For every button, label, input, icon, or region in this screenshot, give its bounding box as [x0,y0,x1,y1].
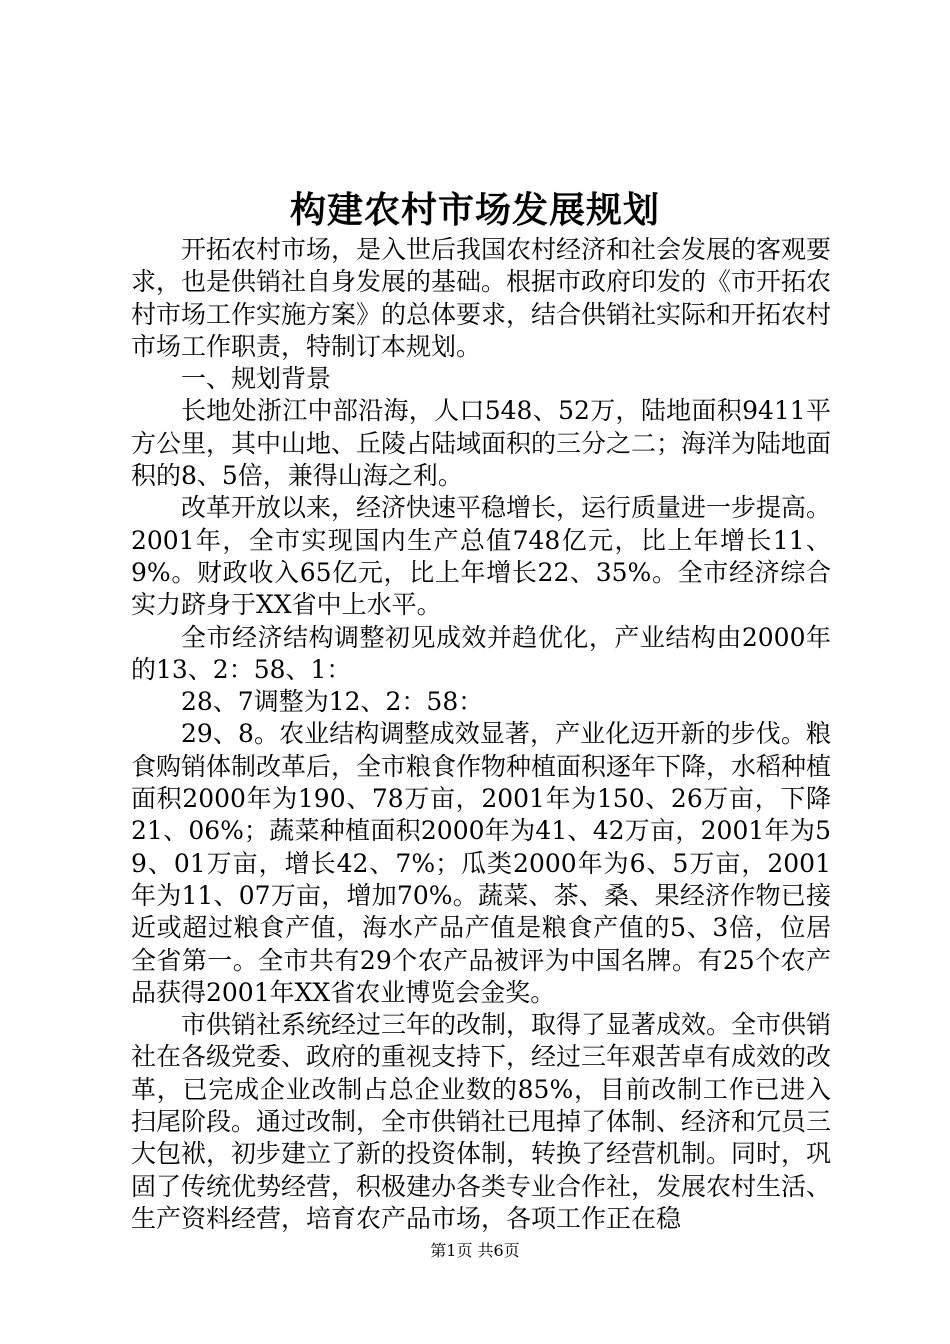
paragraph-geography: 长地处浙江中部沿海，人口548、52万，陆地面积9411平方公里，其中山地、丘陵占陆域面积的三分之二；海洋为陆地面积的8、5倍，兼得山海之利。 [131,396,832,491]
paragraph-structure-ratio: 28、7调整为12、2：58： [181,687,484,717]
paragraph-cooperative-reform: 市供销社系统经过三年的改制，取得了显著成效。全市供销社在各级党委、政府的重视支持下，经过三年艰苦卓有成效的改革，已完成企业改制占总企业数的85%，目前改制工作已进入扫尾阶段。通过改制，全市供销社已甩掉了体制、经济和冗员三大包袱，初步建立了新的投资体制，转换了经营机制。同时，巩固了传统优势经营，积极建办各类专业合作社，发展农村生活、生产资料经营，培育农产品市场，各项工作正在稳 [131,1010,832,1233]
page-footer: 第1页 共6页 [430,1241,520,1260]
section-heading-background: 一、规划背景 [181,364,332,394]
document-title: 构建农村市场发展规划 [289,189,660,231]
document-body [131,234,831,1235]
paragraph-intro: 开拓农村市场，是入世后我国农村经济和社会发展的客观要求，也是供销社自身发展的基础。根据市政府印发的《市开拓农村市场工作实施方案》的总体要求，结合供销社实际和开拓农村市场工作职责，特制订本规划。 [131,235,832,361]
paragraph-agriculture: 29、8。农业结构调整成效显著，产业化迈开新的步伐。粮食购销体制改革后，全市粮食作物种植面积逐年下降，水稻种植面积2000年为190、78万亩，2001年为150、26万亩，下降21、06%；蔬菜种植面积2000年为41、42万亩，2001年为59、01万亩，增长42、7%；瓜类2000年为6、5万亩，2001年为11、07万亩，增加70%。蔬菜、茶、桑、果经济作物已接近或超过粮食产值，海水产品产值是粮食产值的5、3倍，位居全省第一。全市共有29个农产品被评为中国名牌。有25个农产品获得2001年XX省农业博览会金奖。 [131,719,832,1007]
paragraph-structure: 全市经济结构调整初见成效并趋优化，产业结构由2000年的13、2：58、1： [131,622,831,684]
paragraph-economy: 改革开放以来，经济快速平稳增长，运行质量进一步提高。2001年，全市实现国内生产总值748亿元，比上年增长11、9%。财政收入65亿元，比上年增长22、35%。全市经济综合实力跻身于XX省中上水平。 [131,493,832,620]
